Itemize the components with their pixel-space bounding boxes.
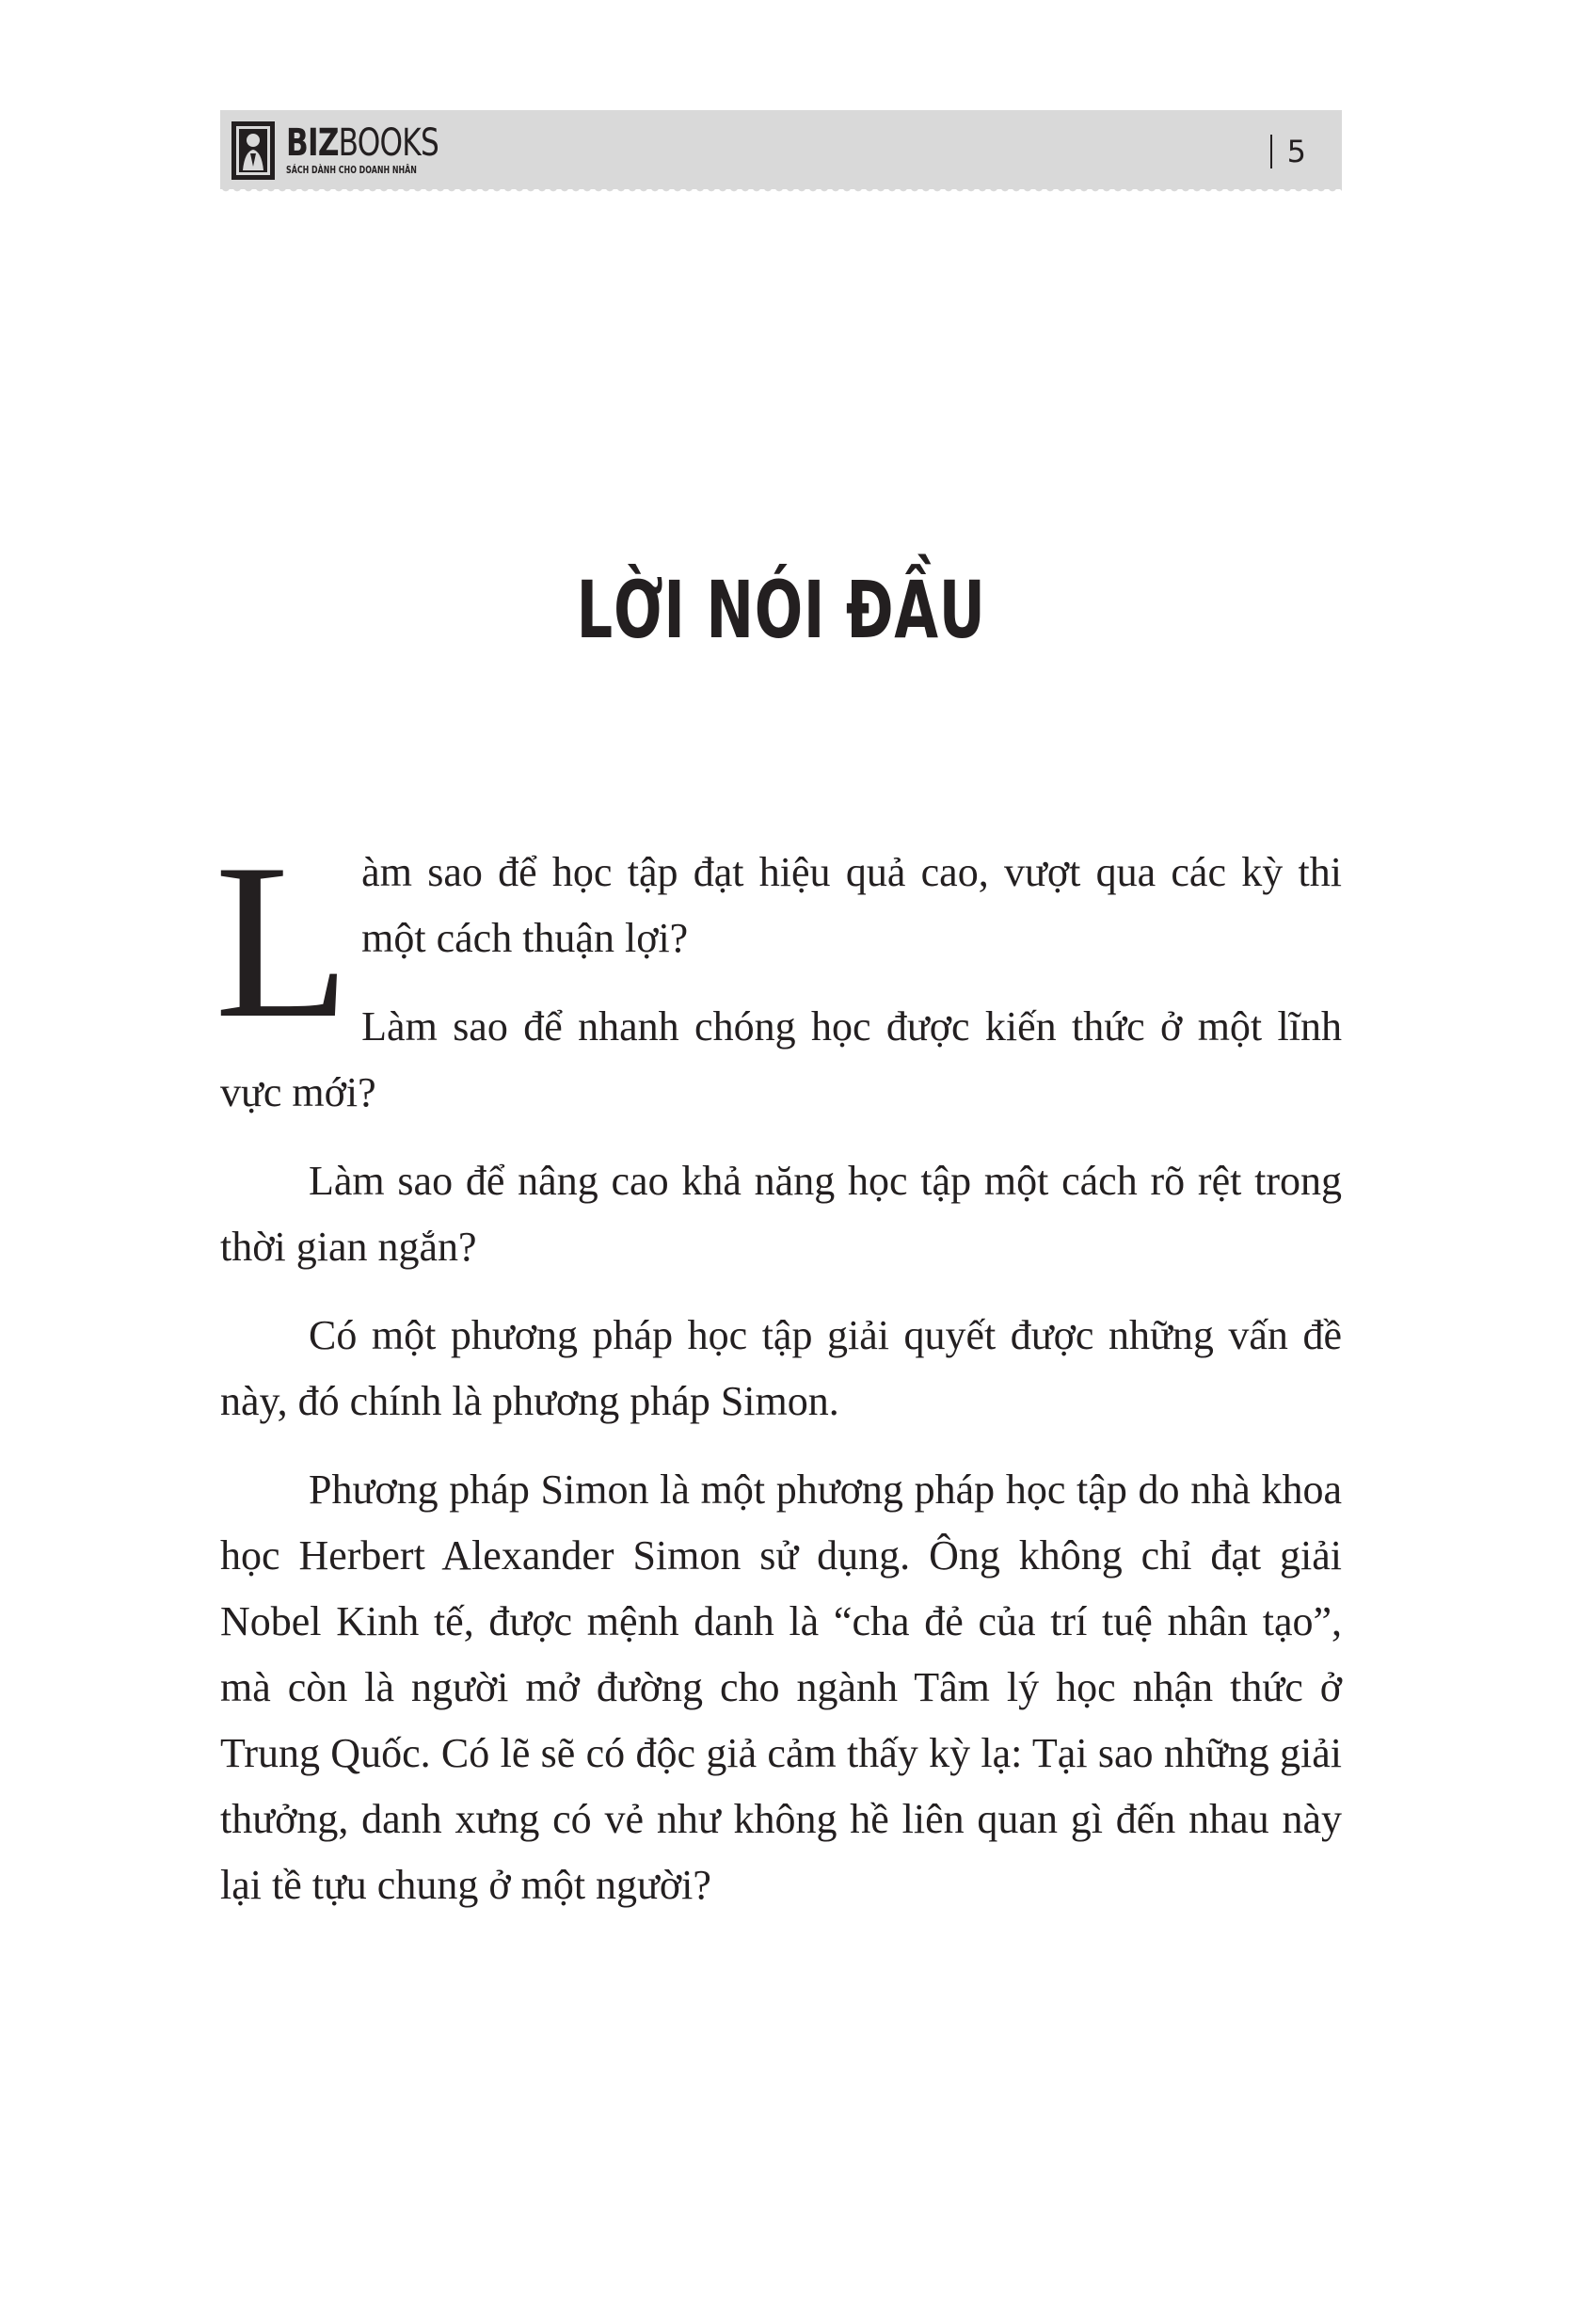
chapter-title: LỜI NÓI ĐẦU — [576, 564, 986, 656]
brand-name: BIZBOOKS — [286, 121, 439, 165]
page-number-divider — [1270, 135, 1272, 168]
paragraph: Phương pháp Simon là một phương pháp học tập do nhà khoa học Herbert Alexander Simon sử dụng. Ông không chỉ đạt giải Nobel Kinh tế, được mệnh danh là “cha đẻ của trí tuệ nhân tạo”, mà còn là người mở đường cho ngành Tâm lý học nhận thức ở Trung Quốc. Có lẽ sẽ có độc giả cảm thấy kỳ lạ: Tại sao những giải thưởng, danh xưng có vẻ như không hề liên quan gì đến nhau này lại tề tựu chung ở một người? — [220, 1467, 1342, 1908]
page-number — [1270, 133, 1306, 170]
page-header — [220, 110, 1342, 189]
brand-tagline: SÁCH DÀNH CHO DOANH NHÂN — [286, 164, 417, 176]
paragraph: Làm sao để nâng cao khả năng học tập một cách rõ rệt trong thời gian ngắn? — [220, 1158, 1342, 1270]
paragraph: Làm sao để học tập đạt hiệu quả cao, vượt qua các kỳ thi một cách thuận lợi? — [215, 819, 1342, 1065]
drop-cap: L — [215, 819, 351, 1065]
body-text — [215, 819, 1342, 1941]
bizbooks-logo-icon — [230, 120, 277, 182]
paragraph: Có một phương pháp học tập giải quyết được những vấn đề này, đó chính là phương pháp Simon. — [220, 1312, 1342, 1424]
publisher-logo — [230, 120, 482, 182]
header-dotted-edge — [220, 187, 1342, 195]
page-number-value: 5 — [1286, 134, 1306, 169]
paragraph: Làm sao để nhanh chóng học được kiến thức ở một lĩnh vực mới? — [220, 1003, 1342, 1115]
